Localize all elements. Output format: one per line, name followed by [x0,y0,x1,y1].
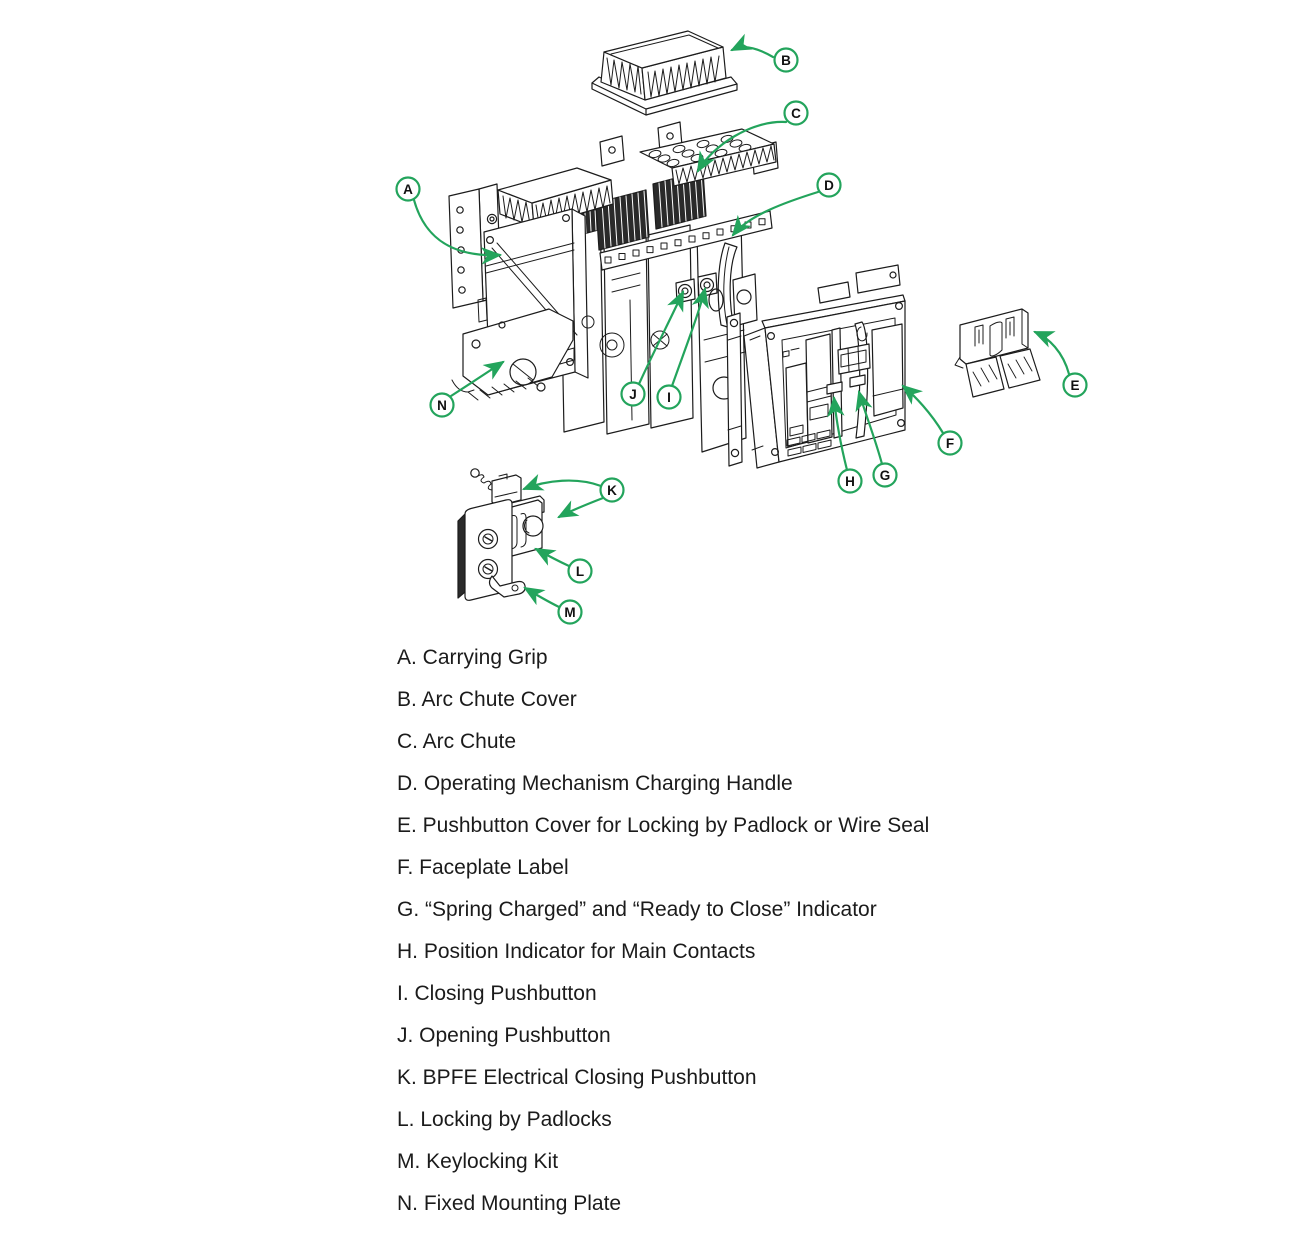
callout-n [431,394,454,417]
arrow-f [903,386,943,433]
callout-k [601,479,624,502]
svg-text:K: K [607,482,617,498]
svg-text:E: E [1070,377,1080,393]
callout-g [874,464,897,487]
legend-item-a: A. Carrying Grip [397,646,548,669]
svg-text:B: B [781,52,791,68]
svg-text:N: N [437,397,447,413]
svg-text:A: A [403,181,413,197]
svg-text:C: C [791,105,801,121]
legend-item-k: K. BPFE Electrical Closing Pushbutton [397,1066,757,1089]
legend-item-h: H. Position Indicator for Main Contacts [397,940,756,963]
callout-c [785,102,808,125]
svg-text:J: J [629,386,637,402]
arrow-k-button [559,498,603,517]
legend-item-m: M. Keylocking Kit [397,1150,559,1173]
legend-item-b: B. Arc Chute Cover [397,688,577,711]
callout-a [397,178,420,201]
legend-item-j: J. Opening Pushbutton [397,1024,611,1047]
arrow-m [525,588,559,607]
svg-text:G: G [879,467,891,483]
callout-i [658,386,681,409]
legend-item-g: G. “Spring Charged” and “Ready to Close” Indicator [397,898,877,921]
callout-h [839,470,862,493]
faceplate-label [872,324,903,416]
callout-e [1064,374,1087,397]
callout-l [569,560,592,583]
callout-j [622,383,645,406]
callout-d [818,174,841,197]
legend-item-l: L. Locking by Padlocks [397,1108,612,1131]
arc-chute-cover-part [592,31,737,115]
arrow-b [732,47,773,57]
callout-m [559,601,582,624]
svg-text:D: D [824,177,834,193]
svg-text:F: F [945,435,955,451]
arrow-l [536,549,569,566]
pushbutton-cover-part [955,309,1040,397]
svg-text:H: H [845,473,855,489]
svg-text:L: L [575,563,585,579]
svg-text:M: M [564,604,576,620]
legend-item-d: D. Operating Mechanism Charging Handle [397,772,793,795]
arrow-e [1035,332,1069,374]
callout-b [775,49,798,72]
fixed-mounting-plate [452,309,573,400]
arrow-k-switch [524,481,601,489]
legend-item-n: N. Fixed Mounting Plate [397,1192,622,1215]
legend-item-f: F. Faceplate Label [397,856,569,879]
legend-item-e: E. Pushbutton Cover for Locking by Padlock or Wire Seal [397,814,930,837]
svg-text:I: I [667,389,671,405]
legend-item-i: I. Closing Pushbutton [397,982,597,1005]
keylock-assembly-part [458,469,544,601]
legend [397,637,929,1225]
callout-f [939,432,962,455]
legend-item-c: C. Arc Chute [397,730,517,753]
